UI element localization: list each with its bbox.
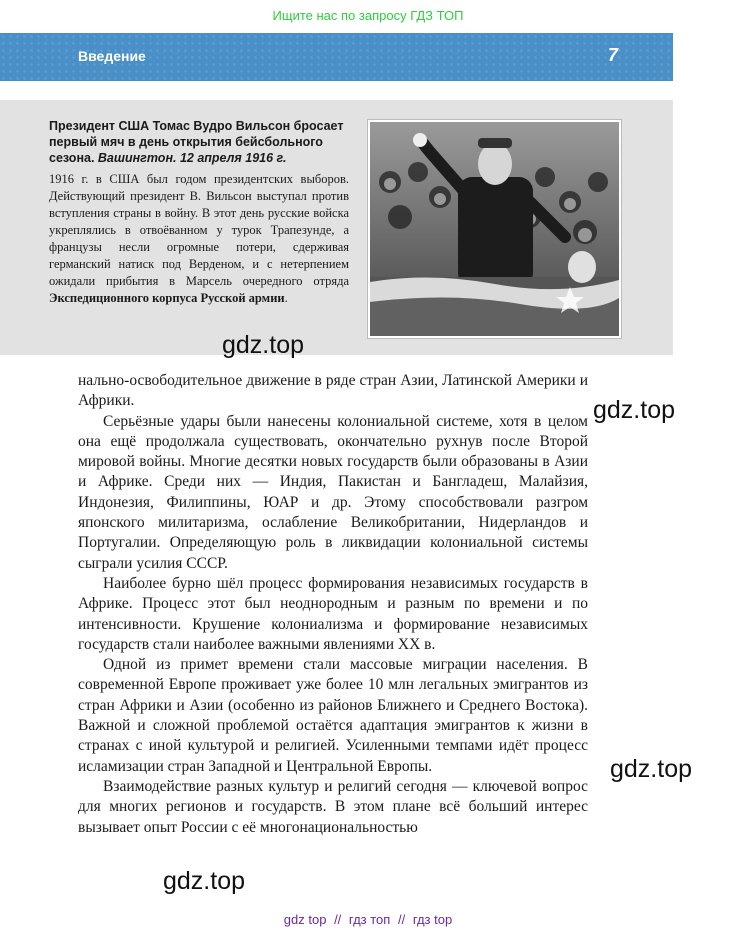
top-search-hint[interactable]: Ищите нас по запросу ГДЗ ТОП	[272, 8, 464, 23]
footer-link[interactable]: gdz top	[283, 912, 327, 927]
paragraph: Взаимодействие разных культур и религий сегодня — ключевой вопрос для многих регионов и государств. В этом плане всё больший интерес вызывает опыт России с её многонациональностью	[78, 777, 588, 836]
main-body-text	[78, 371, 588, 838]
chapter-header-band	[0, 33, 673, 81]
caption-body-end: .	[284, 291, 288, 305]
page-number: 7	[608, 45, 619, 65]
footer-separator: //	[334, 912, 342, 927]
watermark: gdz.top	[593, 396, 676, 424]
paragraph: нально-освободительное движение в ряде стран Азии, Латинской Америки и Африки.	[78, 372, 588, 410]
historical-photo	[368, 120, 621, 338]
paragraph: Наиболее бурно шёл процесс формирования независимых государств в Африке. Процесс этот был неоднородным и разным по времени и по интенсивности. Крушение колониализма и формирование независимых государств стали наиболее важными явлениями XX в.	[78, 574, 588, 653]
watermark: gdz.top	[222, 331, 305, 359]
photo-caption-text	[49, 171, 349, 307]
paragraph: Одной из примет времени стали массовые миграции населения. В современной Европе проживает уже более 10 млн легальных эмигрантов из стран Африки и Азии (особенно из районов Ближнего и Среднего Востока). Важной и сложной проблемой остаётся адаптация эмигрантов к жизни в странах с иной культурой и религией. Усиленными темпами идёт процесс исламизации стран Западной и Центральной Европы.	[78, 656, 588, 775]
footer-link[interactable]: гдз топ	[348, 912, 391, 927]
caption-body-bold: Экспедиционного корпуса Русской армии	[49, 291, 285, 305]
paragraph: Серьёзные удары были нанесены колониальной системе, хотя в целом она ещё продолжала существовать, окончательно рухнув после Второй мировой войны. Многие десятки новых государств были образованы в Азии и Африке. Среди них — Индия, Пакистан и Бангладеш, Малайзия, Индонезия, Филиппины, ЮАР и др. Этому способствовали разгром японского милитаризма, ослабление Великобритании, Нидерландов и Португалии. Определяющую роль в ликвидации колониальной системы сыграли усилия СССР.	[78, 412, 588, 572]
caption-bold-line: Президент США Томас Вудро Вильсон бросает первый мяч в день открытия бейсбольного сезона.	[49, 119, 344, 165]
watermark: gdz.top	[610, 755, 693, 783]
caption-place-date: Вашингтон. 12 апреля 1916 г.	[97, 151, 287, 165]
caption-body: 1916 г. в США был годом президентских выборов. Действующий президент В. Вильсон выступал против вступления страны в войну. В этот день русские войска укреплялись в отвоёванном у турок Трапезунде, а французы несли огромные потери, сдерживая германский натиск под Верденом, и с нетерпением ожидали прибытия в Марсель очередного отряда	[49, 172, 349, 288]
footer-link[interactable]: гдз top	[412, 912, 453, 927]
photo-caption-title	[49, 118, 349, 166]
section-title: Введение	[78, 48, 146, 64]
watermark: gdz.top	[163, 867, 246, 895]
photo-illustration	[370, 122, 619, 336]
footer-separator: //	[397, 912, 406, 927]
footer-links	[0, 912, 736, 927]
